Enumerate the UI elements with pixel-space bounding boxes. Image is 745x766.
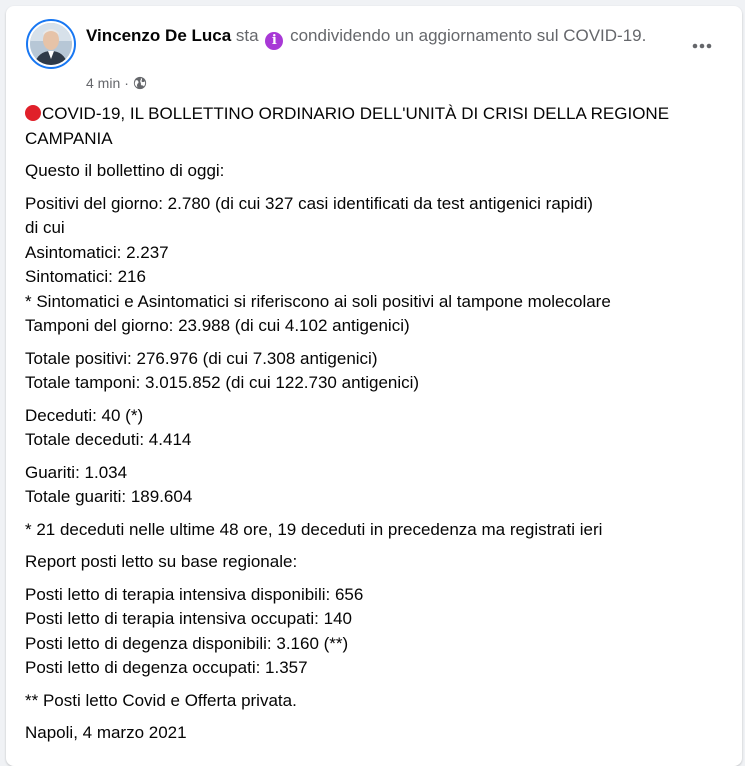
info-icon: i — [265, 32, 283, 50]
daily-line: * Sintomatici e Asintomatici si riferiscono ai soli positivi al tampone molecolare — [25, 291, 611, 311]
daily-line: Asintomatici: 2.237 — [25, 242, 169, 262]
meta-separator: · — [124, 75, 129, 91]
daily-line: di cui — [25, 218, 65, 237]
recovered-line: Totale guariti: 189.604 — [25, 487, 193, 506]
totals-line: Totale tamponi: 3.015.852 (di cui 122.730 antigenici) — [25, 373, 420, 392]
deaths-paragraph — [25, 404, 725, 453]
beds-line: Posti letto di degenza disponibili: 3.160 (**) — [25, 633, 349, 653]
daily-paragraph — [25, 192, 725, 339]
post-meta — [86, 74, 147, 92]
avatar-photo — [30, 23, 72, 65]
avatar-portrait-icon — [30, 23, 72, 65]
daily-line: Sintomatici: 216 — [25, 267, 146, 286]
avatar[interactable] — [26, 19, 76, 69]
post-timestamp[interactable]: 4 min — [86, 75, 121, 91]
recovered-line: Guariti: 1.034 — [25, 462, 128, 482]
deaths-note: * 21 deceduti nelle ultime 48 ore, 19 deceduti in precedenza ma registrati ieri — [25, 519, 603, 539]
beds-line: Posti letto di terapia intensiva occupati: 140 — [25, 609, 352, 628]
beds-line: Posti letto di terapia intensiva disponibili: 656 — [25, 584, 364, 604]
more-dots-icon — [692, 43, 712, 49]
post-title: COVID-19, IL BOLLETTINO ORDINARIO DELL'UNITÀ DI CRISI DELLA REGIONE CAMPANIA — [25, 104, 670, 148]
deaths-line: Totale deceduti: 4.414 — [25, 430, 192, 449]
daily-line: Positivi del giorno: 2.780 (di cui 327 casi identificati da test antigenici rapidi) — [25, 193, 593, 213]
daily-line: Tamponi del giorno: 23.988 (di cui 4.102 antigenici) — [25, 316, 410, 335]
post-text — [25, 102, 725, 754]
totals-line: Totale positivi: 276.976 (di cui 7.308 antigenici) — [25, 348, 378, 368]
post-card — [6, 6, 742, 766]
beds-intro: Report posti letto su base regionale: — [25, 552, 298, 571]
action-prefix: sta — [235, 26, 259, 45]
signoff-paragraph — [25, 721, 725, 746]
post-header — [6, 6, 742, 96]
post-title-paragraph — [25, 102, 725, 151]
recovered-paragraph — [25, 461, 725, 510]
author-name[interactable]: Vincenzo De Luca — [86, 26, 232, 45]
author-line — [86, 23, 686, 50]
intro-paragraph — [25, 159, 725, 184]
beds-note: ** Posti letto Covid e Offerta privata. — [25, 690, 297, 710]
beds-note-paragraph — [25, 689, 725, 714]
beds-line: Posti letto di degenza occupati: 1.357 — [25, 658, 308, 677]
globe-icon[interactable] — [133, 76, 147, 90]
totals-paragraph — [25, 347, 725, 396]
action-text: condividendo un aggiornamento sul COVID-19. — [290, 26, 647, 45]
signoff: Napoli, 4 marzo 2021 — [25, 723, 187, 742]
deaths-line: Deceduti: 40 (*) — [25, 405, 144, 425]
red-circle-icon — [25, 105, 41, 121]
beds-paragraph — [25, 583, 725, 681]
deaths-note-paragraph — [25, 518, 725, 543]
more-options-button[interactable] — [684, 28, 720, 64]
beds-intro-paragraph — [25, 550, 725, 575]
intro-text: Questo il bollettino di oggi: — [25, 161, 225, 180]
